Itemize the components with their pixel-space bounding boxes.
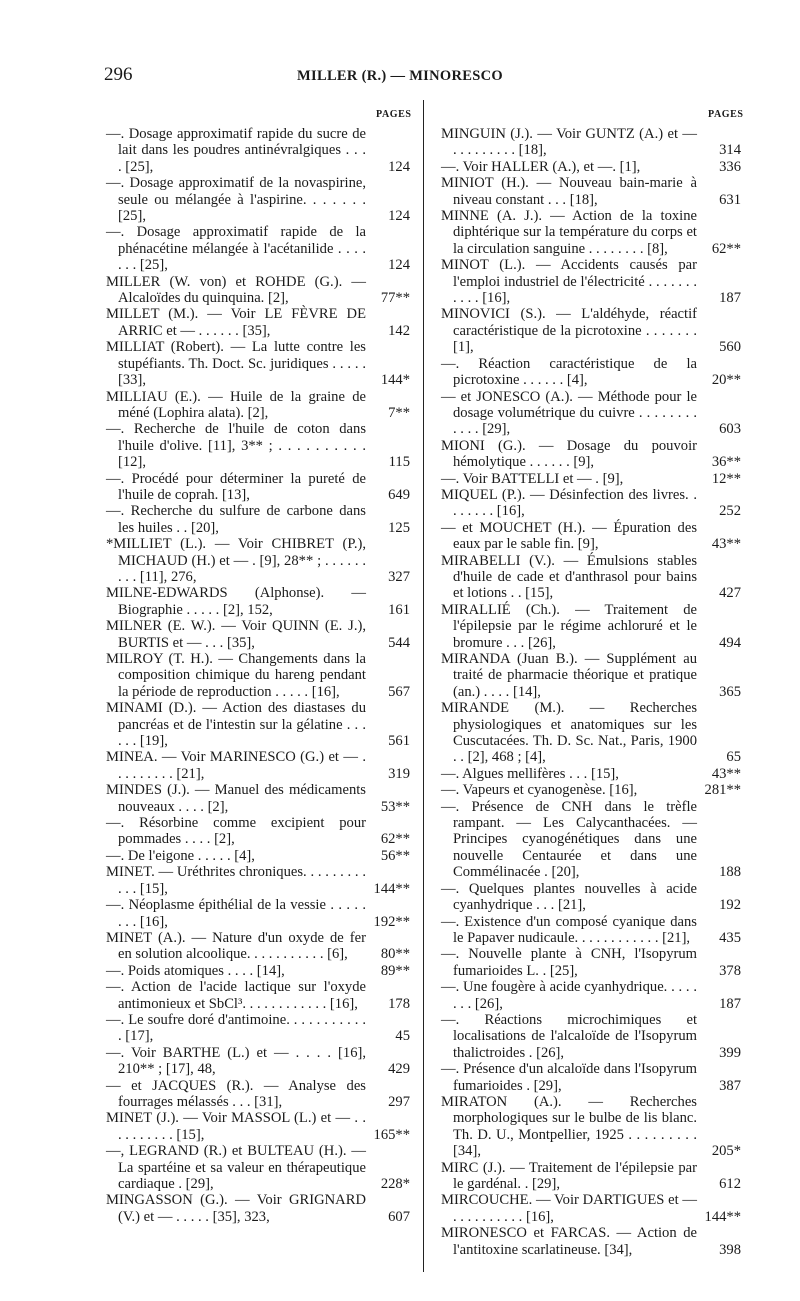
entry-text: MINOVICI (S.). — L'aldéhyde, réactif caractéristique de la picrotoxine . . . . . . . [1], [441,306,697,356]
entry-page: 161 [388,601,410,618]
entry-page: 124 [388,208,410,225]
index-entry [441,766,741,782]
entry-text: —. Quelques plantes nouvelles à acide cyanhydrique . . . [21], [441,880,697,914]
entry-page: 631 [719,191,741,208]
index-entry [106,864,410,897]
index-entry [441,356,741,389]
entry-text: —. Algues mellifères . . . [15], [441,765,619,782]
entry-text: —. Néoplasme épithélial de la vessie . . . . . . . . [16], [106,897,366,930]
index-entry [106,306,410,339]
entry-text: MINOT (L.). — Accidents causés par l'emploi industriel de l'électricité . . . . . . . . . . . [16], [441,257,697,307]
entry-text: MIRC (J.). — Traitement de l'épilepsie par le gardénal. . [29], [441,1159,697,1192]
entry-text: MILROY (T. H.). — Changements dans la composition chimique du hareng pendant la période de reproduction . . . . . [16], [106,651,366,700]
entry-text: MINET (A.). — Nature d'un oxyde de fer en solution alcoolique. . . . . . . . . . . [6], [106,929,366,963]
entry-text: —. Le soufre doré d'antimoine. . . . . . . . . . . . [17], [106,1011,366,1045]
entry-text: MILNER (E. W.). — Voir QUINN (E. J.), BURTIS et — . . . [35], [106,618,366,651]
index-entry [106,618,410,651]
entry-text: MILLER (W. von) et ROHDE (G.). — Alcaloïdes du quinquina. [2], [106,273,366,307]
index-entry [441,1012,741,1061]
entry-page: 561 [388,733,410,750]
index-entry [106,897,410,930]
entry-text: —. Recherche du sulfure de carbone dans les huiles . . [20], [106,503,366,536]
entry-text: —. Voir BARTHE (L.) et — . . . . [16], 210** ; [17], 48, [106,1044,366,1078]
entry-text: MIRANDE (M.). — Recherches physiologiques et anatomiques sur les Cuscutacées. Th. D. Sc. Nat., Paris, 1900 . . [2], 468 ; [4], [441,700,697,766]
entry-text: —. Nouvelle plante à CNH, l'Isopyrum fumarioides L. . [25], [441,946,697,979]
entry-page: 188 [719,864,741,881]
entry-page: 314 [719,142,741,159]
index-entry [106,1143,410,1192]
entry-page: 560 [719,339,741,356]
entry-text: —. Voir BATTELLI et — . [9], [441,470,624,487]
index-entry [441,471,741,487]
entry-page: 144** [704,1208,741,1225]
entry-page: 12** [711,470,741,487]
entry-page: 144* [380,372,410,389]
entry-text: —. Action de l'acide lactique sur l'oxyde antimonieux et SbCl³. . . . . . . . . . . . [16], [106,979,366,1012]
entry-page: 77** [380,290,410,307]
index-entry [441,1192,741,1225]
entry-page: 187 [719,995,741,1012]
index-entry [441,946,741,979]
entry-page: 281** [704,782,741,799]
entry-text: —. Une fougère à acide cyanhydrique. . . . . . . . [26], [441,979,697,1012]
entry-text: MILLET (M.). — Voir LE FÈVRE DE ARRIC et — . . . . . . [35], [106,306,366,339]
entry-page: 252 [719,503,741,520]
index-entry [441,700,741,766]
index-entry [441,602,741,651]
entry-text: MIQUEL (P.). — Désinfection des livres. . . . . . . . [16], [441,486,697,520]
index-entry [106,274,410,307]
index-entry [441,487,741,520]
entry-page: 115 [388,454,410,471]
entry-page: 228* [380,1176,410,1192]
entry-text: —. Procédé pour déterminer la pureté de l'huile de coprah. [13], [106,470,366,503]
pages-label-left: PAGES [376,109,412,120]
index-entry [106,749,410,782]
entry-text: —. De l'eigone . . . . . [4], [106,847,255,864]
entry-text: —. Dosage approximatif de la novaspirine, seule ou mélangée à l'aspirine. . . . . . . [25], [106,175,366,225]
entry-text: — et JONESCO (A.). — Méthode pour le dosage volumétrique du cuivre . . . . . . . . . . . . [29], [441,388,697,438]
entry-page: 336 [719,158,741,175]
index-entry [106,1192,410,1225]
pages-label-right: PAGES [708,109,744,120]
entry-page: 178 [388,995,410,1012]
entry-page: 544 [388,634,410,651]
entry-text: —. Dosage approximatif rapide du sucre de lait dans les poudres antinévralgiques . . . . [25], [106,126,366,175]
index-entry [441,1061,741,1094]
index-entry [106,126,410,175]
entry-text: —. Poids atomiques . . . . [14], [106,962,285,979]
entry-text: *MILLIET (L.). — Voir CHIBRET (P.), MICHAUD (H.) et — . [9], 28** ; . . . . . . . . . [11], 276, [106,536,366,585]
index-entry [106,1012,410,1045]
entry-text: MIRANDA (Juan B.). — Supplément au traité de pharmacie théorique et pratique (an.) . . . . [14], [441,651,697,700]
entry-text: MILLIAU (E.). — Huile de la graine de méné (Lophira alata). [2], [106,388,366,421]
index-entry [106,389,410,422]
entry-page: 319 [388,765,410,782]
index-entry [106,963,410,979]
entry-page: 124 [388,257,410,274]
entry-text: —. Présence d'un alcaloïde dans l'Isopyrum fumarioides . [29], [441,1061,697,1094]
entry-page: 62** [380,831,410,848]
entry-text: MIRONESCO et FARCAS. — Action de l'antitoxine scarlatineuse. [34], [441,1225,697,1258]
index-entry [106,815,410,848]
entry-text: MINNE (A. J.). — Action de la toxine diphtérique sur la température du corps et la circulation sanguine . . . . . . . . [8], [441,208,697,257]
index-entry [441,208,741,257]
entry-text: MIRABELLI (V.). — Émulsions stables d'huile de cade et d'anthrasol pour bains et lotions . . [15], [441,552,697,602]
entry-text: MINGUIN (J.). — Voir GUNTZ (A.) et — . . . . . . . . . [18], [441,126,697,159]
entry-page: 435 [719,929,741,946]
entry-page: 165** [373,1126,410,1143]
entry-page: 65 [726,749,741,766]
entry-text: —. Réactions microchimiques et localisations de l'alcaloïde de l'Isopyrum thalictroides . [26], [441,1011,697,1061]
index-entry [441,438,741,471]
entry-text: MINEA. — Voir MARINESCO (G.) et — . . . . . . . . . [21], [106,749,366,782]
index-entry [441,979,741,1012]
entry-page: 7** [388,404,410,421]
entry-text: —. Recherche de l'huile de coton dans l'huile d'olive. [11], 3** ; . . . . . . . . . . [12], [106,421,366,471]
entry-text: MINGASSON (G.). — Voir GRIGNARD (V.) et — . . . . . [35], 323, [106,1192,366,1225]
entry-page: 205* [711,1143,741,1160]
column-divider [423,100,424,1272]
entry-page: 649 [388,486,410,503]
entry-page: 124 [388,158,410,175]
entry-page: 192** [373,913,410,930]
index-entry [106,979,410,1012]
entry-page: 378 [719,962,741,979]
index-entry [106,585,410,618]
index-entry [441,175,741,208]
entry-page: 53** [380,798,410,815]
index-entry [106,930,410,963]
entry-page: 327 [388,568,410,585]
entry-page: 144** [373,880,410,897]
entry-text: —. Voir HALLER (A.), et —. [1], [441,158,641,175]
page-number: 296 [104,64,133,85]
entry-page: 56** [380,847,410,864]
running-head: MILLER (R.) — MINORESCO [297,68,503,84]
entry-page: 80** [380,946,410,963]
entry-page: 297 [388,1093,410,1110]
right-column [441,126,741,1258]
entry-page: 62** [711,240,741,257]
index-entry [441,126,741,159]
index-entry [106,421,410,470]
entry-page: 494 [719,634,741,651]
index-entry [106,1045,410,1078]
entry-text: MIRATON (A.). — Recherches morphologiques sur le bulbe de lis blanc. Th. D. U., Montpellier, 1925 . . . . . . . . . [34], [441,1093,697,1160]
entry-page: 607 [388,1208,410,1225]
entry-text: MIONI (G.). — Dosage du pouvoir hémolytique . . . . . . [9], [441,437,697,471]
entry-text: —, LEGRAND (R.) et BULTEAU (H.). — La spartéine et sa valeur en thérapeutique cardiaque . [29], [106,1143,366,1192]
entry-page: 125 [388,519,410,536]
index-entry [106,848,410,864]
entry-page: 387 [719,1077,741,1094]
index-entry [106,224,410,273]
index-entry [441,1094,741,1160]
entry-text: MILNE-EDWARDS (Alphonse). — Biographie . . . . . [2], 152, [106,585,366,618]
left-column [106,126,410,1225]
entry-text: MINDES (J.). — Manuel des médicaments nouveaux . . . . [2], [106,782,366,815]
entry-page: 567 [388,683,410,700]
index-entry [106,339,410,388]
index-entry [106,503,410,536]
entry-text: — et JACQUES (R.). — Analyse des fourrages mélassés . . . [31], [106,1077,366,1110]
index-entry [106,651,410,700]
index-entry [106,1078,410,1111]
entry-text: —. Résorbine comme excipient pour pommades . . . . [2], [106,815,366,848]
entry-page: 603 [719,421,741,438]
index-entry [106,471,410,504]
entry-page: 187 [719,290,741,307]
entry-text: —. Présence de CNH dans le trèfle rampant. — Les Calycanthacées. — Principes cyanogénétiques dans une nouvelle Centaurée et dans une Commélinacée . [20], [441,798,697,881]
index-entry [106,175,410,224]
index-entry [441,389,741,438]
index-entry [441,306,741,355]
index-entry [441,651,741,700]
index-entry [441,1225,741,1258]
entry-text: MINET. — Uréthrites chroniques. . . . . . . . . . . . [15], [106,864,366,897]
index-entry [106,1110,410,1143]
entry-text: —. Réaction caractéristique de la picrotoxine . . . . . . [4], [441,355,697,389]
index-entry [106,700,410,749]
index-entry [441,159,741,175]
entry-text: MIRCOUCHE. — Voir DARTIGUES et — . . . . . . . . . . [16], [441,1192,697,1225]
entry-page: 192 [719,897,741,914]
entry-page: 399 [719,1044,741,1061]
entry-page: 427 [719,585,741,602]
index-entry [441,553,741,602]
entry-text: MINAMI (D.). — Action des diastases du pancréas et de l'intestin sur la gélatine . . . . . . [19], [106,700,366,750]
entry-page: 429 [388,1061,410,1078]
entry-page: 43** [711,765,741,782]
index-entry [441,257,741,306]
entry-text: —. Existence d'un composé cyanique dans le Papaver nudicaule. . . . . . . . . . . . [21], [441,913,697,946]
entry-page: 398 [719,1241,741,1258]
entry-text: MINET (J.). — Voir MASSOL (L.) et — . . . . . . . . . . [15], [106,1110,366,1143]
entry-page: 89** [380,962,410,979]
index-entry [441,799,741,881]
index-entry [106,536,410,585]
entry-page: 45 [395,1028,410,1045]
entry-page: 43** [711,536,741,553]
entry-text: — et MOUCHET (H.). — Épuration des eaux par le sable fin. [9], [441,519,697,553]
entry-page: 365 [719,683,741,700]
index-entry [106,782,410,815]
entry-text: MILLIAT (Robert). — La lutte contre les stupéfiants. Th. Doct. Sc. juridiques . . . . . [33], [106,339,366,389]
entry-text: —. Dosage approximatif rapide de la phénacétine mélangée à l'acétanilide . . . . . . . [25], [106,224,366,274]
entry-page: 36** [711,454,741,471]
index-entry [441,1160,741,1193]
entry-text: MINIOT (H.). — Nouveau bain-marie à niveau constant . . . [18], [441,175,697,208]
entry-text: MIRALLIÉ (Ch.). — Traitement de l'épilepsie par le régime achloruré et le bromure . . . [26], [441,601,697,651]
entry-page: 20** [711,372,741,389]
entry-page: 612 [719,1176,741,1192]
index-entry [441,782,741,798]
entry-page: 142 [388,322,410,339]
entry-text: —. Vapeurs et cyanogenèse. [16], [441,782,638,799]
index-entry [441,914,741,947]
index-entry [441,881,741,914]
index-entry [441,520,741,553]
